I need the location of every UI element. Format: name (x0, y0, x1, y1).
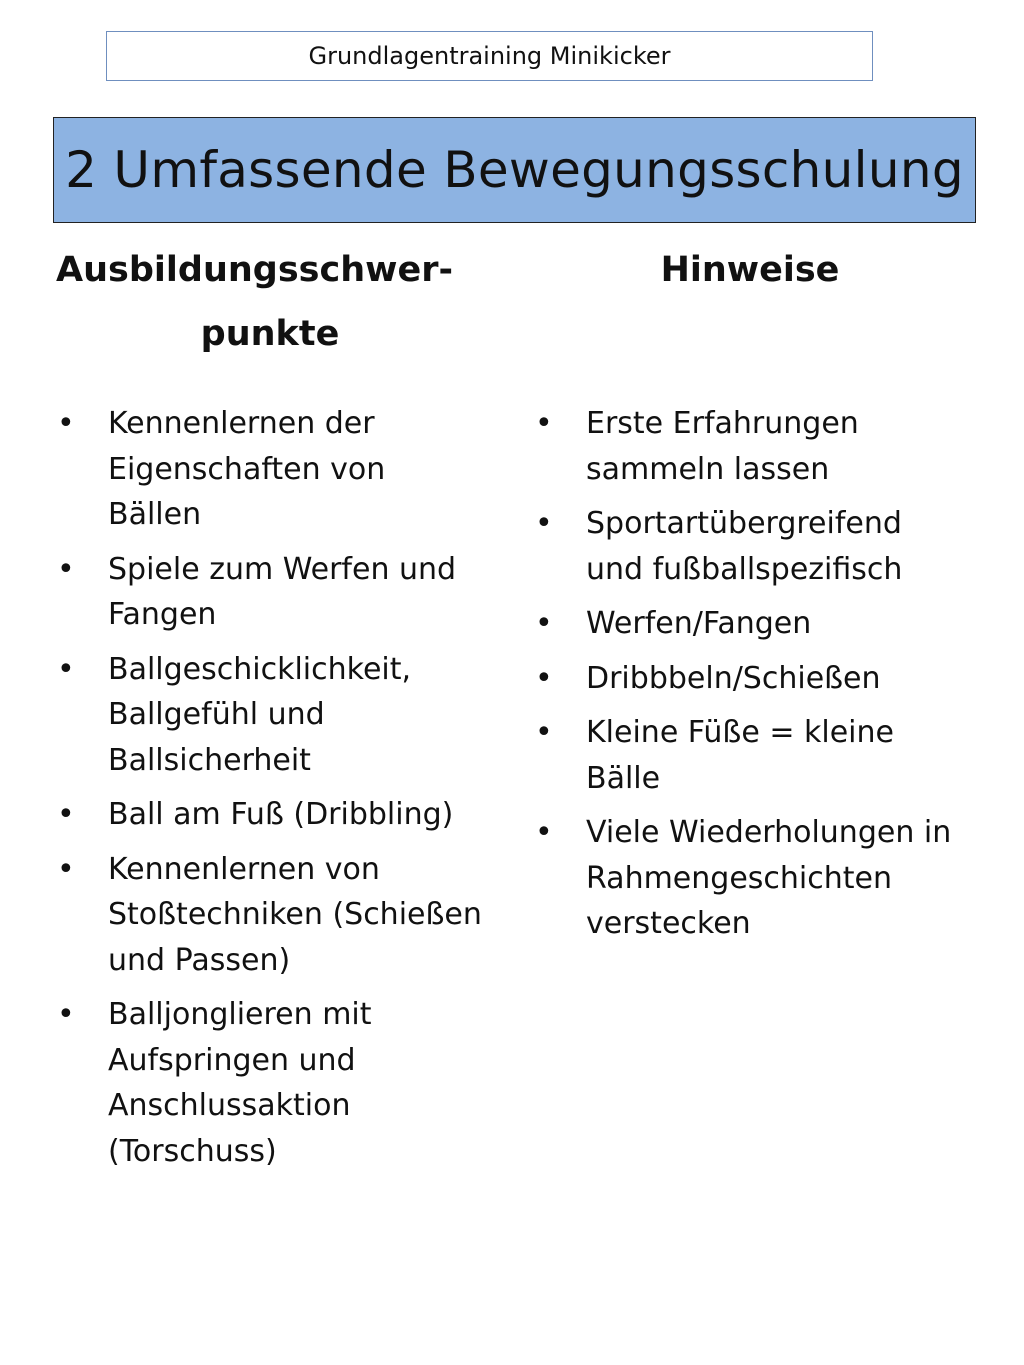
bullet-icon: • (57, 997, 75, 1032)
bullet-icon: • (57, 797, 75, 832)
bullet-icon: • (535, 406, 553, 441)
list-item-text: Kennenlernen der Eigenschaften von Bällen (108, 406, 386, 532)
list-item (57, 401, 487, 538)
right-column-heading (530, 238, 970, 302)
list-item (535, 601, 965, 647)
right-bullet-list (535, 401, 965, 956)
bullet-icon: • (535, 715, 553, 750)
list-item-text: Spiele zum Werfen und Fangen (108, 551, 457, 632)
left-column-heading (50, 238, 490, 366)
bullet-icon: • (535, 660, 553, 696)
left-bullet-list (57, 401, 487, 1183)
bullet-icon: • (57, 406, 75, 441)
header-text: Grundlagentraining Minikicker (308, 42, 671, 70)
bullet-icon: • (57, 551, 75, 587)
bullet-icon: • (535, 815, 553, 850)
list-item (535, 501, 965, 592)
bullet-icon: • (535, 506, 553, 541)
list-item-text: Viele Wiederholungen in Rahmengeschichten verstecken (586, 815, 952, 941)
list-item-text: Kleine Füße = kleine Bälle (586, 715, 894, 796)
list-item (535, 656, 965, 702)
list-item-text: Erste Erfahrungen sammeln lassen (586, 406, 859, 487)
list-item (57, 847, 487, 984)
list-item-text: Kennenlernen von Stoßtechniken (Schießen und Passen) (108, 851, 482, 978)
list-item (57, 547, 487, 638)
bullet-icon: • (57, 651, 75, 687)
page-title: 2 Umfassende Bewegungsschulung (65, 141, 964, 199)
list-item-text: Balljonglieren mit Aufspringen und Anschlussaktion (Torschuss) (108, 997, 372, 1169)
bullet-icon: • (57, 851, 75, 887)
title-box (53, 117, 976, 223)
list-item-text: Dribbbeln/Schießen (586, 660, 881, 696)
list-item (57, 792, 487, 838)
list-item (535, 401, 965, 492)
header-box (106, 31, 873, 81)
left-heading-line1: Ausbildungsschwer- (56, 250, 454, 290)
list-item (57, 992, 487, 1174)
bullet-icon: • (535, 606, 553, 641)
list-item (57, 647, 487, 784)
left-heading-line2: punkte (200, 314, 340, 354)
list-item-text: Sportartübergreifend und fußballspezifisch (586, 506, 903, 587)
list-item (535, 710, 965, 801)
list-item-text: Ball am Fuß (Dribbling) (108, 797, 454, 832)
list-item-text: Werfen/Fangen (586, 606, 812, 641)
right-heading-text: Hinweise (660, 250, 840, 290)
list-item-text: Ballgeschicklichkeit, Ballgefühl und Ballsicherheit (108, 651, 412, 778)
list-item (535, 810, 965, 947)
